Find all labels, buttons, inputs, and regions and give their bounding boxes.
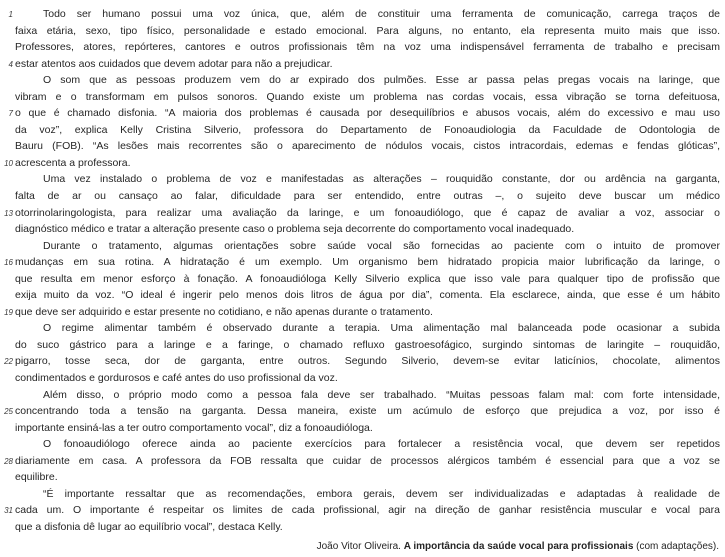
line-text: diariamente em casa. A professora da FOB ressalta que cuidar de processos alérgicos também é essencial para que a voz se xyxy=(15,454,720,467)
text-line xyxy=(0,238,720,255)
line-text: O fonoaudiólogo oferece ainda ao paciente exercícios para fortalecer a resistência vocal, que devem ser repetidos xyxy=(43,438,720,451)
line-text: cada um. O importante é respeitar os limites de cada profissional, agir na direção de ganhar resistência muscular e vocal para xyxy=(15,504,720,517)
line-number: 19 xyxy=(4,307,13,317)
text-line xyxy=(0,105,720,122)
text-line xyxy=(0,6,720,23)
text-line xyxy=(0,436,720,453)
line-text: que resulta em menor esforço à fonação. A fonoaudióloga Kelly Silverio explica que isso vale para qualquer tipo de profissão que xyxy=(15,272,720,285)
text-line xyxy=(0,39,720,56)
text-line xyxy=(0,122,720,139)
text-line xyxy=(0,72,720,89)
line-text: falta de ar ou cansaço ao falar, dificuldade para ser entendido, entre outras –, o sujeito deve buscar um médico xyxy=(15,190,720,203)
line-text: o que é chamado disfonia. “A maioria dos problemas é causada por desequilíbrios e abusos vocais, além do excessivo e mau uso xyxy=(15,107,720,120)
text-line xyxy=(0,320,720,337)
line-text: O som que as pessoas produzem vem do ar expirado dos pulmões. Esse ar passa pelas pregas vocais na laringe, que xyxy=(43,74,720,87)
text-line xyxy=(0,420,720,437)
line-number: 25 xyxy=(4,407,13,417)
citation xyxy=(0,540,720,554)
text-line xyxy=(0,23,720,40)
line-number: 31 xyxy=(4,506,13,516)
line-text: Bauru (FOB). “As lesões mais recorrentes são o aparecimento de nódulos vocais, cistos intracordais, edemas e fendas glóticas”, xyxy=(15,140,720,153)
line-text: vibram e o transformam em pulsos sonoros. Quando existe um problema nas cordas vocais, essa vibração se torna defeituosa, xyxy=(15,90,720,103)
line-number: 7 xyxy=(8,109,13,119)
line-text: faixa etária, sexo, tipo físico, personalidade e estado emocional. Para alguns, no entanto, ela representa muito mais que isso. xyxy=(15,24,720,37)
text-line xyxy=(0,56,720,73)
text-line xyxy=(0,254,720,271)
line-text: Todo ser humano possui uma voz única, que, além de constituir uma ferramenta de comunicação, carrega traços de xyxy=(43,8,720,20)
line-number: 4 xyxy=(8,59,13,69)
line-text: da voz”, explica Kelly Cristina Silverio, professora do Departamento de Fonoaudiologia da Faculdade de Odontologia de xyxy=(15,123,720,136)
line-text: “É importante ressaltar que as recomendações, embora gerais, devem ser individualizadas e adaptadas à realidade de xyxy=(43,487,720,500)
text-line xyxy=(0,205,720,222)
text-line xyxy=(0,387,720,404)
line-text: mudanças em sua rotina. A hidratação é um exemplo. Um organismo bem hidratado propicia maior lubrificação da laringe, o xyxy=(15,256,720,269)
line-text: Além disso, o próprio modo como a pessoa fala deve ser trabalhado. “Muitas pessoas falam mal: com forte intensidade, xyxy=(43,388,720,401)
line-text: estar atentos aos cuidados que devem adotar para não a prejudicar. xyxy=(15,57,333,70)
line-text: condimentados e gordurosos e café antes do uso profissional da voz. xyxy=(15,372,338,385)
line-text: Professores, atores, repórteres, cantores e outros profissionais têm na voz uma indispensável ferramenta de trabalho e precisam xyxy=(15,41,720,54)
citation-title: A importância da saúde vocal para profissionais xyxy=(403,540,634,552)
line-text: otorrinolaringologista, para realizar uma avaliação da laringe, e um fonoaudiólogo, que é capaz de avaliar a voz, associar o xyxy=(15,206,720,219)
line-text: diagnóstico médico e tratar a alteração presente caso o problema seja decorrente do comportamento vocal inadequado. xyxy=(15,223,575,236)
text-line xyxy=(0,453,720,470)
text-line xyxy=(0,89,720,106)
text-line xyxy=(0,486,720,503)
text-line xyxy=(0,138,720,155)
text-lines xyxy=(0,6,720,536)
text-line xyxy=(0,370,720,387)
line-text: O regime alimentar também é observado durante a terapia. Uma alimentação mal balanceada pode ocasionar a subida xyxy=(43,322,720,335)
text-line xyxy=(0,519,720,536)
text-line xyxy=(0,304,720,321)
text-line xyxy=(0,155,720,172)
text-line xyxy=(0,502,720,519)
line-text: Uma vez instalado o problema de voz e manifestadas as alterações – rouquidão constante, dor ou ardência na garganta, xyxy=(43,173,720,186)
line-text: que deve ser adquirido e estar presente no cotidiano, e não apenas durante o tratamento. xyxy=(15,305,433,318)
citation-note: (com adaptações). xyxy=(633,540,719,552)
text-line xyxy=(0,221,720,238)
text-line xyxy=(0,403,720,420)
line-text: concentrando toda a tensão na garganta. Dessa maneira, existe um acúmulo de esforço que prejudica a voz, por isso é xyxy=(15,405,720,418)
line-number: 16 xyxy=(4,258,13,268)
text-line xyxy=(0,271,720,288)
line-number: 10 xyxy=(4,158,13,168)
line-text: Durante o tratamento, algumas orientações sobre saúde vocal são fornecidas ao paciente com o intuito de promover xyxy=(43,239,720,252)
citation-author: João Vitor Oliveira. xyxy=(316,540,404,552)
text-line xyxy=(0,188,720,205)
text-line xyxy=(0,287,720,304)
text-line xyxy=(0,337,720,354)
line-number: 1 xyxy=(8,10,13,19)
line-text: importante ensiná-las a ter outro comportamento vocal”, diz a fonoaudióloga. xyxy=(15,421,373,434)
line-number: 13 xyxy=(4,208,13,218)
line-text: equilibre. xyxy=(15,471,58,484)
text-line xyxy=(0,171,720,188)
line-text: exija muito da voz. “O ideal é ingerir pelo menos dois litros de água por dia”, comenta. Ela esclarece, ainda, que esse é um hábito xyxy=(15,289,720,302)
line-text: acrescenta a professora. xyxy=(15,156,131,169)
text-line xyxy=(0,469,720,486)
text-line xyxy=(0,353,720,370)
line-text: que a disfonia dê lugar ao equilíbrio vocal”, destaca Kelly. xyxy=(15,520,283,533)
line-number: 22 xyxy=(4,357,13,367)
line-text: pigarro, tosse seca, dor de garganta, entre outros. Segundo Silverio, devem-se evitar laticínios, chocolate, alimentos xyxy=(15,355,720,368)
line-text: do suco gástrico para a laringe e a faringe, o chamado refluxo gastroesofágico, surgindo sintomas de laringite – rouquidão, xyxy=(15,338,720,351)
line-number: 28 xyxy=(4,456,13,466)
